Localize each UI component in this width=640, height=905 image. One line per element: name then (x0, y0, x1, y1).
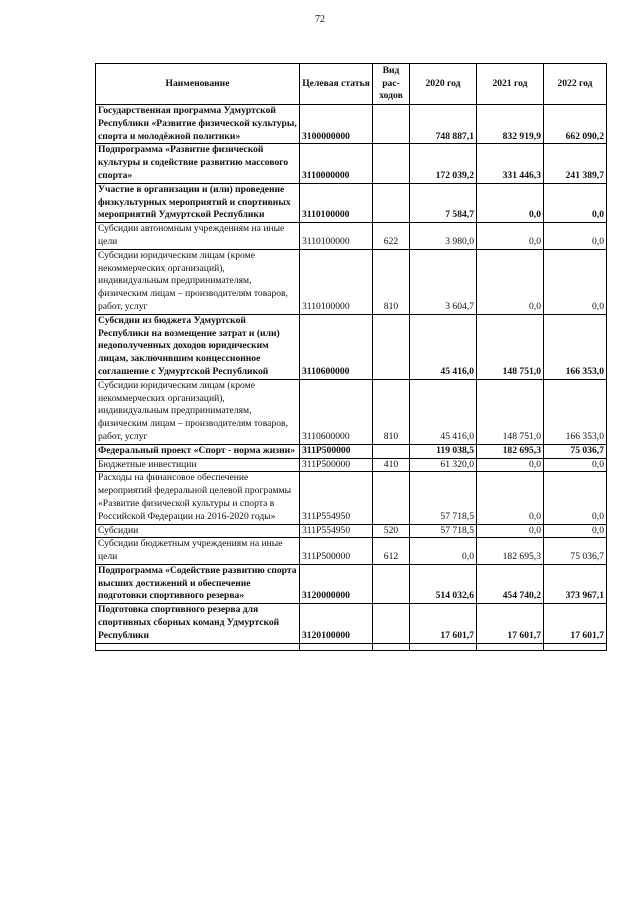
header-2021: 2021 год (477, 64, 544, 105)
cell-y2022: 241 389,7 (544, 144, 607, 183)
cell-y2022: 75 036,7 (544, 538, 607, 565)
cell-y2020: 0,0 (410, 538, 477, 565)
cell-code: 3120100000 (300, 604, 373, 643)
cell-name: Расходы на финансовое обеспечение мероприятий федеральной целевой программы «Развитие физической культуры и спорта в Российской Федерации на 2016-2020 годы» (96, 472, 300, 524)
cell-y2021: 182 695,3 (477, 538, 544, 565)
cell-y2021: 454 740,2 (477, 564, 544, 603)
header-vid: Вид рас-ходов (373, 64, 410, 105)
cell-y2022: 662 090,2 (544, 105, 607, 144)
cell-y2020: 45 416,0 (410, 379, 477, 444)
cell-y2021: 0,0 (477, 524, 544, 538)
cell-y2022: 166 353,0 (544, 379, 607, 444)
cell-name: Субсидии юридическим лицам (кроме некоммерческих организаций), индивидуальным предпринимателям, физическим лицам – производителям товаров, работ, услуг (96, 249, 300, 314)
cell-name: Субсидии юридическим лицам (кроме некоммерческих организаций), индивидуальным предпринимателям, физическим лицам – производителям товаров, работ, услуг (96, 379, 300, 444)
header-name: Наименование (96, 64, 300, 105)
cell-code: 3110600000 (300, 379, 373, 444)
cell-vid: 622 (373, 223, 410, 250)
cell-y2021: 0,0 (477, 472, 544, 524)
cell-code: 3100000000 (300, 105, 373, 144)
cell-y2021: 148 751,0 (477, 314, 544, 379)
cell-name: Бюджетные инвестиции (96, 458, 300, 472)
cell-vid (373, 472, 410, 524)
table-row (96, 105, 607, 144)
cell-code: 3120000000 (300, 564, 373, 603)
cell-name: Федеральный проект «Спорт - норма жизни» (96, 444, 300, 458)
table-row (96, 564, 607, 603)
cell-name: Субсидии автономным учреждениям на иные цели (96, 223, 300, 250)
cell-vid: 810 (373, 249, 410, 314)
empty-cell (544, 643, 607, 650)
cell-name: Государственная программа Удмуртской Республики «Развитие физической культуры, спорта и молодёжной политики» (96, 105, 300, 144)
cell-y2020: 45 416,0 (410, 314, 477, 379)
table-row (96, 223, 607, 250)
cell-y2021: 0,0 (477, 249, 544, 314)
cell-name: Субсидии бюджетным учреждениям на иные цели (96, 538, 300, 565)
cell-name: Субсидии (96, 524, 300, 538)
cell-code: 3110100000 (300, 183, 373, 222)
cell-name: Подпрограмма «Развитие физической культуры и содействие развитию массового спорта» (96, 144, 300, 183)
cell-vid (373, 105, 410, 144)
table-row (96, 314, 607, 379)
cell-vid: 410 (373, 458, 410, 472)
cell-code: 3110100000 (300, 249, 373, 314)
cell-y2021: 182 695,3 (477, 444, 544, 458)
cell-vid (373, 564, 410, 603)
cell-vid: 810 (373, 379, 410, 444)
cell-name: Подготовка спортивного резерва для спортивных сборных команд Удмуртской Республики (96, 604, 300, 643)
cell-y2022: 75 036,7 (544, 444, 607, 458)
cell-vid: 520 (373, 524, 410, 538)
budget-table (95, 63, 607, 651)
cell-vid (373, 183, 410, 222)
cell-y2022: 0,0 (544, 472, 607, 524)
table-row (96, 183, 607, 222)
cell-y2021: 0,0 (477, 223, 544, 250)
cell-y2020: 61 320,0 (410, 458, 477, 472)
cell-y2020: 119 038,5 (410, 444, 477, 458)
table-row (96, 444, 607, 458)
cell-y2021: 17 601,7 (477, 604, 544, 643)
cell-y2021: 0,0 (477, 458, 544, 472)
cell-code: 311P554950 (300, 472, 373, 524)
cell-y2020: 57 718,5 (410, 472, 477, 524)
cell-code: 311P500000 (300, 538, 373, 565)
cell-y2021: 148 751,0 (477, 379, 544, 444)
table-body (96, 105, 607, 651)
cell-y2020: 3 980,0 (410, 223, 477, 250)
cell-name: Субсидии из бюджета Удмуртской Республики на возмещение затрат и (или) недополученных доходов юридическим лицам, заключившим концессионное соглашение с Удмуртской Республикой (96, 314, 300, 379)
cell-y2020: 3 604,7 (410, 249, 477, 314)
cell-name: Подпрограмма «Содействие развитию спорта высших достижений и обеспечение подготовки спортивного резерва» (96, 564, 300, 603)
cell-vid (373, 444, 410, 458)
cell-y2021: 0,0 (477, 183, 544, 222)
cell-vid: 612 (373, 538, 410, 565)
cell-vid (373, 604, 410, 643)
cell-y2020: 514 032,6 (410, 564, 477, 603)
cell-y2022: 373 967,1 (544, 564, 607, 603)
cell-code: 311P500000 (300, 458, 373, 472)
header-code: Целевая статья (300, 64, 373, 105)
table-row (96, 604, 607, 643)
cell-y2020: 748 887,1 (410, 105, 477, 144)
empty-cell (300, 643, 373, 650)
cell-y2020: 17 601,7 (410, 604, 477, 643)
cell-y2022: 0,0 (544, 223, 607, 250)
cell-code: 3110000000 (300, 144, 373, 183)
cell-vid (373, 144, 410, 183)
cell-y2020: 57 718,5 (410, 524, 477, 538)
empty-cell (477, 643, 544, 650)
header-2020: 2020 год (410, 64, 477, 105)
cell-y2021: 331 446,3 (477, 144, 544, 183)
cell-y2020: 7 584,7 (410, 183, 477, 222)
cell-y2022: 166 353,0 (544, 314, 607, 379)
table-row (96, 524, 607, 538)
cell-code: 311P500000 (300, 444, 373, 458)
cell-vid (373, 314, 410, 379)
cell-y2022: 0,0 (544, 183, 607, 222)
cell-code: 3110100000 (300, 223, 373, 250)
table-row (96, 472, 607, 524)
cell-y2022: 0,0 (544, 524, 607, 538)
cell-name: Участие в организации и (или) проведение физкультурных мероприятий и спортивных мероприятий Удмуртской Республики (96, 183, 300, 222)
empty-cell (373, 643, 410, 650)
cell-y2022: 0,0 (544, 249, 607, 314)
table-row (96, 538, 607, 565)
cell-y2021: 832 919,9 (477, 105, 544, 144)
cell-y2020: 172 039,2 (410, 144, 477, 183)
table-header-row (96, 64, 607, 105)
cell-code: 311P554950 (300, 524, 373, 538)
cell-y2022: 0,0 (544, 458, 607, 472)
empty-cell (96, 643, 300, 650)
table-row (96, 458, 607, 472)
table-row (96, 144, 607, 183)
table-row (96, 379, 607, 444)
cell-y2022: 17 601,7 (544, 604, 607, 643)
cell-code: 3110600000 (300, 314, 373, 379)
table-continuation-row (96, 643, 607, 650)
empty-cell (410, 643, 477, 650)
page-number: 72 (315, 14, 325, 25)
header-2022: 2022 год (544, 64, 607, 105)
table-row (96, 249, 607, 314)
